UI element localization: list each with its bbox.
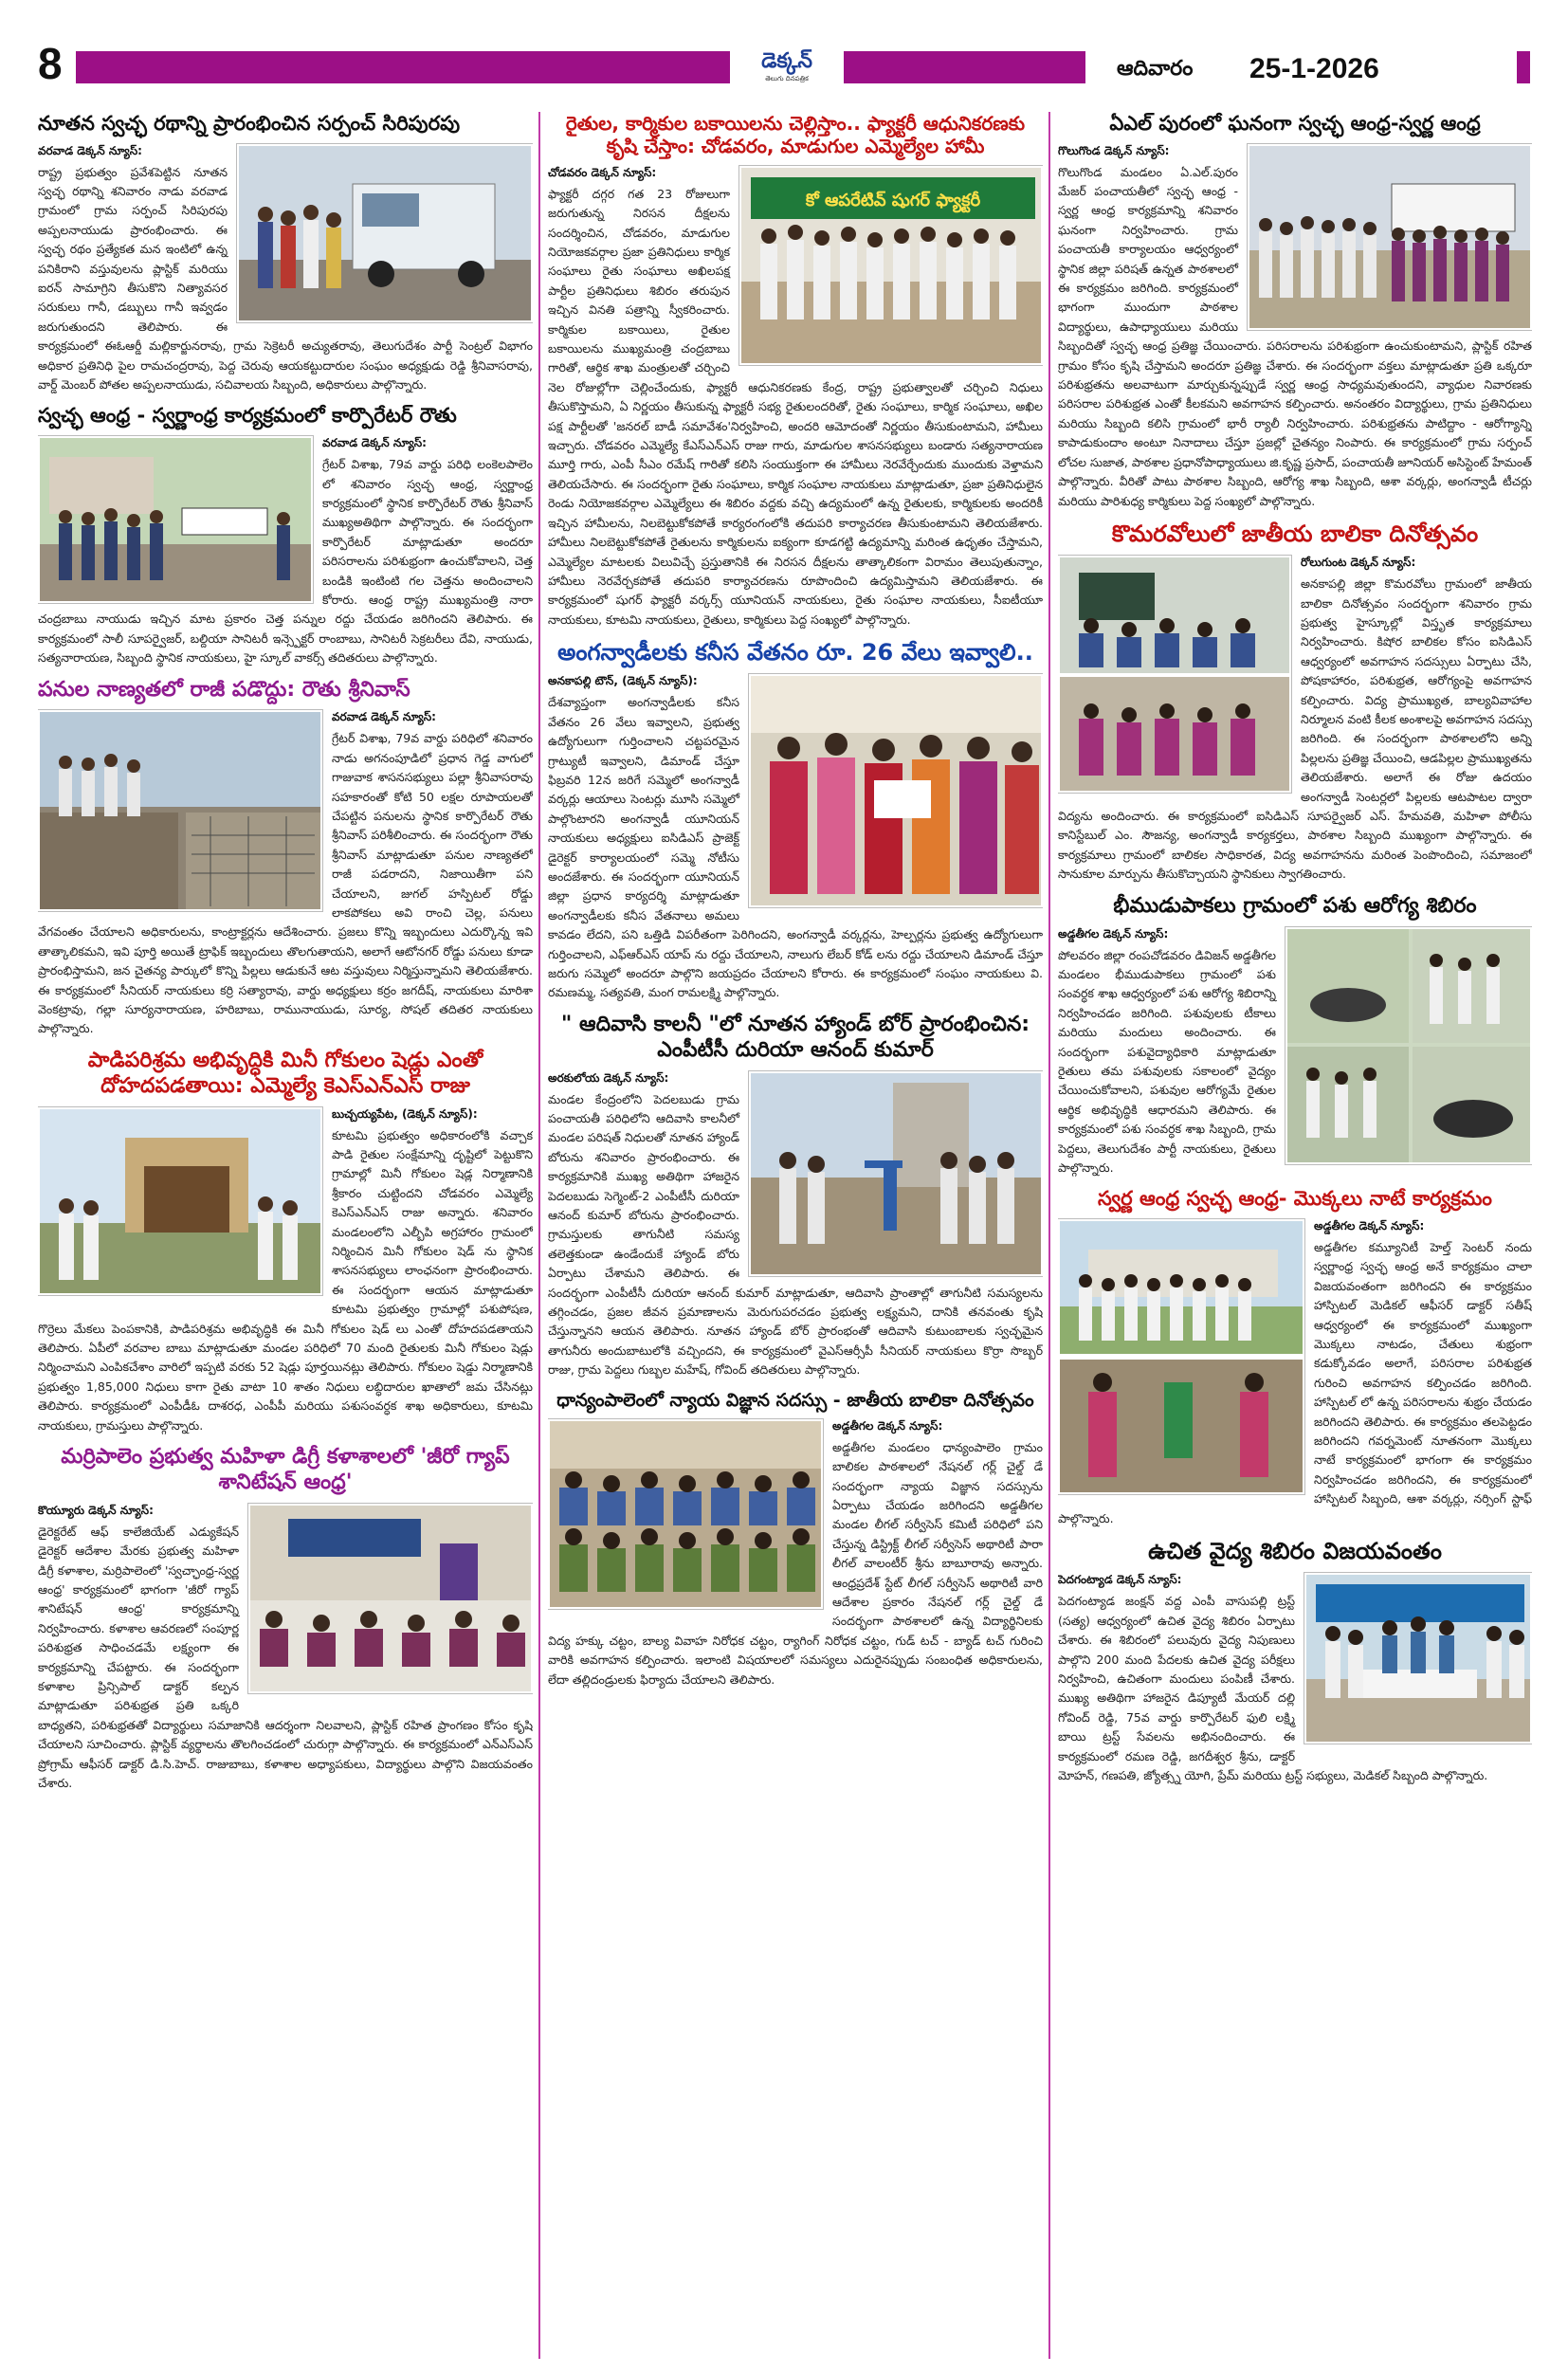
news-photo [1248, 144, 1532, 330]
issue-day: ఆదివారం [1117, 57, 1194, 81]
story-quality-works [38, 678, 533, 1039]
news-photo [38, 1107, 322, 1295]
dateline: పెదగంట్యాడ డెక్కన్ న్యూస్: [1058, 1573, 1182, 1587]
story-sugar-factory [548, 112, 1043, 630]
news-photo [38, 436, 313, 603]
headline: పనుల నాణ్యతలో రాజీ పడొద్దు: రౌతు శ్రీనివాస్ [38, 677, 410, 702]
dateline: రోలుగుంట డెక్కన్ న్యూస్: [1301, 556, 1416, 570]
article-body: గొలుగొండ మండలం ఏ.ఎల్.పురం మేజర్ పంచాయతీలో స్వచ్ఛ ఆంధ్ర - స్వర్ణ ఆంధ్ర కార్యక్రమాన్ని శనివారం ఘనంగా నిర్వహించారు. గ్రామ పంచాయతీ కార్యాలయం ఆధ్వర్యంలో స్థానిక జిల్లా పరిషత్ ఉన్నత పాఠశాలలో ఈ కార్యక్రమం జరిగింది. కార్యక్రమంలో భాగంగా ముందుగా పాఠశాల విద్యార్థులు, ఉపాధ్యాయులు మరియు సిబ్బందితో స్వచ్ఛ ఆంధ్ర ప్రతిజ్ఞ చేయించారు. పరిసరాలను పరిశుభ్రంగా ఉంచుకుంటామని, ప్లాస్టిక్ రహిత గ్రామం కోసం కృషి చేస్తామని అందరూ ప్రతిజ్ఞ చేశారు. ఈ సందర్భంగా వక్తలు మాట్లాడుతూ ప్రతి ఒక్కరూ పరిశుభ్రతను అలవాటుగా మార్చుకున్నప్పుడే స్వర్ణ ఆంధ్ర సాధ్యమవుతుందని, వ్యాధుల నివారణకు పరిసరాల పరిశుభ్రత ఎంతో కీలకమని అవగాహన కల్పించారు. అనంతరం విద్యార్థులు, గ్రామ ప్రతినిధులు మరియు సిబ్బంది కలిసి గ్రామంలో భారీ ర్యాలీ నిర్వహించారు. పరిశుభ్రతను పాటిద్దాం - ఆరోగ్యాన్ని కాపాడుకుందాం అంటూ నినాదాలు చేస్తూ ప్రజల్లో చైతన్యం నింపారు. ఈ కార్యక్రమంలో గ్రామ సర్పంచ్ లోచల సుజాత, పాఠశాల ప్రధానోపాధ్యాయులు జి.కృష్ణ ప్రసాద్, పంచాయతీ జూనియర్ అసిస్టెంట్ హేమంత్ పాల్గొన్నారు. వీరితో పాటు పాఠశాల సిబ్బంది, ఆరోగ్య శాఖ సిబ్బంది, ఆశా వర్కర్లు, అంగన్వాడీ టీచర్లు మరియు పారిశుధ్య కార్మికులు పెద్ద సంఖ్యలో పాల్గొన్నారు. [1058, 164, 1532, 508]
story-komaravolu [1058, 520, 1532, 885]
news-photo [248, 1504, 533, 1693]
article-body: అడ్డతీగల మండలం ధాన్యంపాలెం గ్రామం బాలికల పాఠశాలలో నేషనల్ గర్ల్ చైల్డ్ డే సందర్భంగా న్యాయ విజ్ఞాన సదస్సును ఏర్పాటు చేయడం జరిగిందని అడ్డతీగల మండల లీగల్ సర్వీసెస్ కమిటీ పరిధిలో పని చేస్తున్న డిస్ట్రిక్ట్ లీగల్ సర్వీసెస్ అథారిటీ పారా లీగల్ వాలంటీర్ శ్రీను బాబూరావు అన్నారు. ఆంధ్రప్రదేశ్ స్టేట్ లీగల్ సర్వీసెస్ అథారిటీ వారి ఆదేశాల ప్రకారం నేషనల్ గర్ల్ చైల్డ్ డే సందర్భంగా పాఠశాలలో ఉన్న విద్యార్థినిలకు విద్య హక్కు చట్టం, బాల్య వివాహ నిరోధక చట్టం, ర్యాగింగ్ నిరోధక చట్టం, గుడ్ టచ్ - బ్యాడ్ టచ్ గురించి వారికి అవగాహన కల్పించారు. ఇలాంటి విషయాలలో సమస్యలు ఎదురైనప్పుడు సంబంధిత అధికారులను, లేదా తల్లిదండ్రులకు ఫిర్యాదు చేయాలని తెలిపారు. [548, 1439, 1043, 1687]
article-body: గ్రేటర్ విశాఖ, 79వ వార్డు పరిధిలో శనివారం నాడు అగనంపూడిలో ప్రధాన గెడ్డ వాగులో గాజువాక శాసనసభ్యులు పల్లా శ్రీనివాసరావు సహకారంతో కోటి 50 లక్షల రూపాయలతో చేపట్టిన పనులను స్థానిక కార్పొరేటర్ రౌతు శ్రీనివాస్ పరిశీలించారు. ఈ సందర్భంగా రౌతు శ్రీనివాస్ మాట్లాడుతూ పనుల నాణ్యతలో రాజీ పడరాదని, నిజాయితీగా పని చేయాలని, జుగల్ హస్పిటల్ రోడ్డు లాకపోకలు అవి రాంచి చెల్ల, పనులు వేగవంతం చేయాలని అధికారులను, కాంట్రాక్టర్లను ఆదేశించారు. ప్రజలు కొన్ని ఇబ్బందులు ఎదుర్కొన్న ఇవి తాత్కాలికమని, ఇవి పూర్తి అయితే ట్రాఫిక్ ఇబ్బందులు తొలగుతాయని, అలాగే ఆటోనగర్ రోడ్డు పనులు కూడా ప్రారంభిస్తామని, జన చైతన్య పార్కులో కొన్ని పిల్లలు ఆడుకునే ఆట వస్తువులు నిర్మిస్తున్నామని తెలియజేశారు. ఈ కార్యక్రమంలో సీనియర్ నాయకులు కర్రి సత్యారావు, వార్డు అధ్యక్షులు కర్రం జగదీష్, నాయకులు మారిశా వెంకట్రావు, గల్లా సూర్యనారాయణ, హరిబాబు, రామునాయుడు, సూర్య, సోషల్ తదితర నాయకులు పాల్గొన్నారు. [38, 731, 533, 1036]
headline: " ఆదివాసి కాలనీ "లో నూతన హ్యాండ్ బోర్ ప్రారంభించిన: ఎంపీటీసీ దురియా ఆనంద్ కుమార్ [560, 1012, 1030, 1062]
masthead [0, 0, 1568, 106]
photo-anganwadi-memorandum [751, 676, 1043, 907]
dateline: వరవాడ డెక్కన్ న్యూస్: [38, 143, 142, 157]
page-number: 8 [38, 39, 63, 88]
story-plantation [1058, 1187, 1532, 1528]
dateline: అడ్డతీగల డెక్కన్ న్యూస్: [1314, 1219, 1425, 1233]
news-photo [1304, 1573, 1532, 1744]
headline: కొమరవోలులో జాతీయ బాలికా దినోత్సవం [1111, 520, 1479, 547]
article-body: దేశవ్యాప్తంగా అంగన్వాడీలకు కనీస వేతనం 26 వేలు ఇవ్వాలని, ప్రభుత్వ ఉద్యోగులుగా గుర్తించాలని చట్టపరమైన గ్రాట్యుటీ ఇవ్వాలని, డిమాండ్ చేస్తూ ఫిబ్రవరి 12న జరిగే సమ్మెలో అంగన్వాడీ వర్కర్లు ఆయాలు సెంటర్లు మూసి సమ్మెలో పాల్గొంటారని అంగన్వాడీ యూనియన్ నాయకులు అధ్యక్షులు ఐసిడిఎస్ ప్రాజెక్ట్ డైరెక్టర్ కార్యాలయంలో సమ్మె నోటీసు అందజేశారు. ఈ సందర్భంగా యూనియన్ జిల్లా ప్రధాన కార్యదర్శి మాట్లాడుతూ అంగన్వాడీలకు కనీస వేతనాలు అమలు కావడం లేదని, పని ఒత్తిడి విపరీతంగా పెరిగిందని, అంగన్వాడీ వర్కర్లను, హెల్పర్లను ప్రభుత్వ ఉద్యోగులుగా గుర్తించాలని, ఎఫ్ఆర్ఎస్ యాప్ ను రద్దు చేయాలని, నాలుగు లేబర్ కోడ్ లను రద్దు చేయాలని డిమాండ్ చేస్తూ జరుగు సమ్మెలో అందరూ పాల్గొని జయప్రదం చేయాలని కోరారు. ఈ కార్యక్రమంలో సంఘం నాయకులు వి. రమణమ్మ, సత్యవతి, మంగ రామలక్ష్మి పాల్గొన్నారు. [548, 695, 1043, 1000]
headline: స్వచ్ఛ ఆంధ్ర - స్వర్ణాంధ్ర కార్యక్రమంలో కార్పొరేటర్ రౌతు [38, 404, 457, 428]
issue-date: 25-1-2026 [1249, 53, 1379, 84]
headline: ఉచిత వైద్య శిబిరం విజయవంతం [1148, 1538, 1442, 1565]
photo-girl-child-day [1060, 557, 1291, 793]
logo-wordmark: డెక్కన్ [761, 49, 812, 73]
headline: నూతన స్వచ్ఛ రథాన్ని ప్రారంభించిన సర్పంచ్ సిరిపురపు [38, 112, 461, 135]
article-body: అడ్డతీగల కమ్యూనిటీ హెల్త్ సెంటర్ నందు స్వర్ణాంధ్ర స్వచ్ఛ ఆంధ్ర అనే కార్యక్రమం చాలా విజయవంతంగా జరిగిందని ఈ కార్యక్రమం హాస్పిటల్ మెడికల్ ఆఫీసర్ డాక్టర్ సతీష్ ఆధ్వర్యంలో ఈ కార్యక్రమంలో ముఖ్యంగా మొక్కలు నాటడం, చేతులు శుభ్రంగా కడుక్కోవడం అలాగే, పరిసరాల పరిశుభ్రత గురించి అవగాహన కల్పించడం జరిగింది. హాస్పిటల్ లో ఉన్న పరిసరాలను శుభ్రం చేయడం జరిగిందని తెలిపారు. ఈ కార్యక్రమం తలపెట్టడం జరిగిందని గవర్నమెంట్ నూతనంగా మొక్కలు నాటే కార్యక్రమంలో భాగంగా ఈ కార్యక్రమం నిర్వహించడం జరిగిందని, ఈ కార్యక్రమంలో హాస్పిటల్ సిబ్బంది, ఆశా వర్కర్లు, నర్సింగ్ స్టాఫ్ పాల్గొన్నారు. [1058, 1240, 1532, 1525]
photo-construction-site [40, 712, 322, 911]
photo-protest-camp [741, 168, 1043, 365]
headline: భీముడుపాకలు గ్రామంలో పశు ఆరోగ్య శిబిరం [1113, 893, 1477, 918]
dateline: వరవాడ డెక్కన్ న్యూస్: [332, 710, 436, 724]
story-legal-awareness [548, 1390, 1043, 1689]
column-3 [1058, 112, 1532, 2368]
story-swachh-andhra-corporator [38, 404, 533, 667]
news-photo [1058, 1219, 1304, 1494]
column-rule [538, 112, 540, 2359]
dateline: కొయ్యూరు డెక్కన్ న్యూస్: [38, 1503, 154, 1517]
news-photo [38, 710, 322, 911]
dateline: గొలుగొండ డెక్కన్ న్యూస్: [1058, 143, 1170, 157]
photo-tree-planting [1060, 1221, 1304, 1494]
headline: రైతుల, కార్మికుల బకాయిలను చెల్లిస్తాం.. ఫ్యాక్టరీ ఆధునికరణకు కృషి చేస్తాం: చోడవరం, మాడుగుల ఎమ్మెల్యేల హామీ [565, 112, 1026, 158]
dateline: చోడవరం డెక్కన్ న్యూస్: [548, 165, 657, 179]
story-zero-gap-sanitation [38, 1445, 533, 1793]
dateline: అనకాపల్లి టౌన్, (డెక్కన్ న్యూస్): [548, 674, 698, 688]
article-body: గ్రేటర్ విశాఖ, 79వ వార్డు పరిధి లంకెలపాలెం లో శనివారం స్వచ్ఛ ఆంధ్ర, స్వర్ణాంధ్ర కార్యక్రమంలో స్థానిక కార్పొరేటర్ రౌతు శ్రీనివాస్ ముఖ్యఅతిథిగా పాల్గొన్నారు. ఈ సందర్భంగా కార్పొరేటర్ మాట్లాడుతూ అందరూ పరిసరాలను పరిశుభ్రంగా ఉంచుకోవాలని, చెత్త బండికి ఇంటింటి గల చెత్తను అందించాలని కోరారు. ఆంధ్ర రాష్ట్ర ముఖ్యమంత్రి నారా చంద్రబాబు నాయుడు ఇచ్చిన మాట ప్రకారం చెత్త పన్నుల రద్దు చేయడం జరిగిందని తెలిపారు. ఈ కార్యక్రమంలో సాలీ సూపర్వైజర్, బల్దియా సానిటరీ ఇన్స్పెక్టర్ రాంబాబు, సానిటరీ సెక్రటరీలు దేవి, నాయుడు, సత్యనారాయణ, సిబ్బంది స్థానిక నాయకులు, హై స్కూల్ వాకర్స్ తదితరులు పాల్గొన్నారు. [38, 457, 533, 666]
story-al-puram [1058, 112, 1532, 511]
article-body: అనకాపల్లి జిల్లా కొమరవోలు గ్రామంలో జాతీయ బాలికా దినోత్సవం సందర్భంగా శనివారం గ్రామ ప్రభుత్వ హైస్కూల్లో విస్తృత కార్యక్రమాలు నిర్వహించారు. కిషోర బాలికల కోసం ఐసిడిఎస్ ఆధ్వర్యంలో అవగాహన సదస్సులు ఏర్పాటు చేసి, పోషకాహారం, పరిశుభ్రత, ఆరోగ్యంపై అవగాహన కల్పించారు. విద్య ప్రాముఖ్యత, బాల్యవివాహాల నిర్మూలన వంటి కీలక అంశాలపై అవగాహన సదస్సు జరిగింది. ఈ సందర్భంగా పాఠశాలలోని అన్ని పిల్లలను ప్రతిజ్ఞ చేయించి, ఆడపిల్లల ప్రాముఖ్యతను తెలియజేశారు. అలాగే ఈ రోజు ఉదయం అంగన్వాడీ సెంటర్లలో పిల్లలకు ఆటపాటల ద్వారా విద్యను అందించారు. ఈ కార్యక్రమంలో ఐసిడిఎస్ సూపర్వైజర్ ఎస్. హేమవతి, మహిళా పోలీసు కానిస్టేబుల్ ఎం. సౌజన్య, అంగన్వాడీ కార్యకర్తలు, పాఠశాల సిబ్బంది ముఖ్యంగా పాల్గొన్నారు. ఈ కార్యక్రమాలు గ్రామంలో బాలికల సాధికారత, విద్య అవగాహనను మరింత పెంపొందించి, సమాజంలో సానుకూల మార్పును తీసుకొచ్చాయని స్థానికులు స్వాగతించారు. [1058, 576, 1532, 882]
article-body: మండల కేంద్రంలోని పెదలబుడు గ్రామ పంచాయతీ పరిధిలోని ఆదివాసి కాలనీలో మండల పరిషత్ నిధులతో నూతన హ్యాండ్ బోరును శనివారం ప్రారంభించారు. ఈ కార్యక్రమానికి ముఖ్య అతిథిగా హాజరైన పెదలబుడు సెగ్మెంట్-2 ఎంపీటీసీ దురియా ఆనంద్ కుమార్ బోరును ప్రారంభించారు. గ్రామస్తులకు తాగునీటి సమస్య తలెత్తకుండా ఉండేందుకే హ్యాండ్ బోరు ఏర్పాటు చేశామని తెలిపారు. ఈ సందర్భంగా ఎంపీటీసీ దురియా ఆనంద్ కుమార్ మాట్లాడుతూ, ఆదివాసి ప్రాంతాల్లో తాగునీటి సమస్యలను తగ్గించడం, ప్రజల జీవన ప్రమాణాలను మెరుగుపరచడం ప్రభుత్వ లక్ష్యమని, దానికి తనవంతు కృషి చేస్తున్నానని ఆయన తెలిపారు. నూతన హ్యాండ్ బోర్ ప్రారంభంతో ఆదివాసి కుటుంబాలకు స్వచ్ఛమైన తాగునీరు అందుబాటులోకి వచ్చిందని, ఈ కార్యక్రమంలో వైఎస్ఆర్సీపీ సీనియర్ నాయకులు కొర్రా సొబ్బర్ రాజు, గ్రామ పెద్దలు గుబ్బల మహేష్, గోవింద్ తదితరులు పాల్గొన్నారు. [548, 1091, 1043, 1378]
story-hand-bore [548, 1013, 1043, 1380]
article-body: రాష్ట్ర ప్రభుత్వం ప్రవేశపెట్టిన నూతన స్వచ్ఛ రథాన్ని శనివారం నాడు వరవాడ గ్రామంలో గ్రామ సర్పంచ్ సిరిపురపు అప్పలనాయుడు ప్రారంభించారు. ఈ స్వచ్ఛ రథం ప్రత్యేకత మన ఇంటిలో ఉన్న పనికిరాని వస్తువులను ప్లాస్టిక్ మరియు ఐరన్ సామాగ్రిని తీసుకొని నిత్యావసర సరుకులు గానీ, డబ్బులు గానీ ఇవ్వడం జరుగుతుందని తెలిపారు. ఈ కార్యక్రమంలో ఈఓఆర్డీ మల్లికార్జునరావు, గ్రామ సెక్రెటరీ అచ్యుతరావు, తెలుగుదేశం పార్టీ సెంట్రల్ విభాగం అధికార ప్రతినిధి పైల రామచంద్రరావు, పెద్ద చెరువు ఆయకట్టుదారుల సంఘం అధ్యక్షుడు రెడ్డి శ్రీనివాసరావు, వార్డ్ మెంబర్ పోతల అప్పలనాయుడు, సచివాలయ సిబ్బంది, అధికారులు పాల్గొన్నారు. [38, 164, 533, 393]
column-rule [1048, 112, 1050, 2359]
news-photo [548, 1419, 823, 1609]
news-photo [1285, 927, 1532, 1164]
logo-tagline: తెలుగు దినపత్రిక [765, 75, 809, 82]
photo-medical-camp [1306, 1575, 1532, 1744]
photo-cleanliness-rally [40, 438, 313, 603]
headline: ఏఎల్ పురంలో ఘనంగా స్వచ్ఛ ఆంధ్ర-స్వర్ణ ఆంధ్ర [1109, 112, 1481, 135]
photo-students-seated [550, 1421, 823, 1609]
photo-cattle-camp [1287, 929, 1532, 1164]
news-photo [749, 1071, 1043, 1276]
headline: మర్రిపాలెం ప్రభుత్వ మహిళా డిగ్రీ కళాశాలలో 'జీరో గ్యాప్ శానిటేషన్ ఆంధ్ర' [61, 1445, 510, 1494]
news-photo [1058, 556, 1291, 793]
photo-school-rally [1249, 146, 1532, 330]
headline: పాడిపరిశ్రమ అభివృద్ధికి మినీ గోకులం షెడ్లు ఎంతో దోహదపడతాయి: ఎమ్మెల్యే కెఎస్ఎన్ఎస్ రాజు [87, 1048, 483, 1098]
dateline: అడ్డతీగల డెక్కన్ న్యూస్: [832, 1418, 943, 1433]
photo-college-classroom [250, 1506, 533, 1693]
dateline: అరకులోయ డెక్కన్ న్యూస్: [548, 1070, 669, 1085]
newspaper-logo [730, 49, 844, 87]
headline: అంగన్వాడీలకు కనీస వేతనం రూ. 26 వేలు ఇవ్వాలి.. [557, 639, 1033, 667]
headline: ధాన్యంపాలెంలో న్యాయ విజ్ఞాన సదస్సు - జాతీయ బాలికా దినోత్సవం [556, 1389, 1034, 1411]
story-medical-camp [1058, 1538, 1532, 1785]
article-body: పెదగంట్యాడ జంక్షన్ వద్ద ఎంపీ వాసుపల్లి ట్రస్ట్ (సత్య) ఆధ్వర్యంలో ఉచిత వైద్య శిబిరం ఏర్పాటు చేశారు. ఈ శిబిరంలో పలువురు వైద్య నిపుణులు పాల్గొని 200 మంది పేదలకు ఉచిత వైద్య పరీక్షలు నిర్వహించి, ఉచితంగా మందులు పంపిణీ చేశారు. ముఖ్య అతిథిగా హాజరైన డిప్యూటీ మేయర్ దల్లి గోవింద్ రెడ్డి, 75వ వార్డు కార్పొరేటర్ ఫులి లక్ష్మి బాయి ట్రస్ట్ సేవలను అభినందించారు. ఈ కార్యక్రమంలో రమణ రెడ్డి, జగదీశ్వర శ్రీను, డాక్టర్ మోహన్, గణపతి, జ్యోత్స్న యోగి, ప్రేమ్ మరియు ట్రస్ట్ సభ్యులు, మెడికల్ సిబ్బంది పాల్గొన్నారు. [1058, 1594, 1488, 1783]
story-mini-gokulam [38, 1049, 533, 1435]
column-2 [548, 112, 1043, 2368]
photo-hand-pump [751, 1073, 1043, 1276]
photo-gokulam-inauguration [40, 1109, 322, 1295]
news-photo [739, 166, 1043, 365]
brand-bar-left [76, 51, 730, 83]
news-photo [237, 144, 533, 322]
brand-bar-middle [844, 51, 1085, 83]
dateline: అడ్డతీగల డెక్కన్ న్యూస్: [1058, 926, 1169, 940]
dateline: బుచ్చయ్యపేట, (డెక్కన్ న్యూస్): [332, 1106, 478, 1121]
banner-text: కో ఆపరేటివ్ షుగర్ ఫ్యాక్టరీ [805, 190, 981, 210]
photo-garbage-vehicle-crowd [239, 146, 533, 322]
story-animal-health-camp [1058, 894, 1532, 1178]
headline: స్వర్ణ ఆంధ్ర స్వచ్ఛ ఆంధ్ర- మొక్కలు నాటే కార్యక్రమం [1098, 1187, 1492, 1211]
story-swachh-ratham [38, 112, 533, 394]
article-body: కూటమి ప్రభుత్వం అధికారంలోకి వచ్చాక పాడి రైతుల సంక్షేమాన్ని దృష్టిలో పెట్టుకొని గ్రామాల్లో మినీ గోకులం షెడ్ల నిర్మాణానికి శ్రీకారం చుట్టిందని చోడవరం ఎమ్మెల్యే కెఎస్ఎన్ఎస్ రాజు అన్నారు. శనివారం మండలంలోని ఎల్బీపి అగ్రహారం గ్రామంలో నిర్మించిన మినీ గోకులం షెడ్ ను స్థానిక శాసనసభ్యులు లాంఛనంగా ప్రారంభించారు. ఈ సందర్భంగా ఆయన మాట్లాడుతూ కూటమి ప్రభుత్వం గ్రామాల్లో పశుపోషణ, గొర్రెలు మేకలు పెంపకానికి, పాడిపరిశ్రమ అభివృద్ధికి ఈ మినీ గోకులం షెడ్ లు ఎంతో దోహదపడతాయని తెలిపారు. ఏపీలో వరవాల బాబు మాట్లాడుతూ మండల పరిధిలో 70 మంది రైతులకు మినీ గోకులం షెడ్లు నిర్మించామని ఎంపికచేశాం వారిలో ఇప్పటి వరకు 52 షెడ్లు పూర్తయినట్లు తెలిపారు. గోకులం షెడ్డు నిర్మాణానికి ప్రభుత్వం 1,85,000 నిధులు కాగా రైతు వాటా 10 శాతం నిధులు లబ్ధిదారుల ఖాతాలో జమ చేసినట్లు తెలిపారు. కార్యక్రమంలో ఎంపీడీఓ దాశరధ, ఎంపీపీ మరియు పశుసంవర్ధక శాఖ అధికారులు, కూటమి నాయకులు, గ్రామస్తులు పాల్గొన్నారు. [38, 1127, 533, 1433]
article-body: పోలవరం జిల్లా రంపచోడవరం డివిజన్ అడ్డతీగల మండలం భీముడుపాకలు గ్రామంలో పశు సంవర్ధక శాఖ ఆధ్వర్యంలో పశు ఆరోగ్య శిబిరాన్ని నిర్వహించడం జరిగింది. పశువులకు టీకాలు మరియు మందులు అందించారు. ఈ సందర్భంగా పశువైద్యాధికారి మాట్లాడుతూ రైతులు తమ పశువులకు సకాలంలో వైద్యం చేయించుకోవాలని, పశువుల ఆరోగ్యమే రైతుల ఆర్థిక అభివృద్ధికి ఆధారమని తెలిపారు. ఈ కార్యక్రమంలో పశు సంవర్ధక శాఖ సిబ్బంది, గ్రామ పెద్దలు, తెలుగుదేశం పార్టీ నాయకులు, రైతులు పాల్గొన్నారు. [1058, 947, 1276, 1175]
article-body: డైరెక్టరేట్ ఆఫ్ కాలేజియేట్ ఎడ్యుకేషన్ డైరెక్టర్ ఆదేశాల మేరకు ప్రభుత్వ మహిళా డిగ్రీ కళాశాల, మర్రిపాలెంలో 'స్వచ్ఛాంధ్ర-స్వర్ణ ఆంధ్ర' కార్యక్రమంలో భాగంగా 'జీరో గ్యాప్ శానిటేషన్ ఆంధ్ర' కార్యక్రమాన్ని నిర్వహించారు. కళాశాల ఆవరణలో సంపూర్ణ పరిశుభ్రత సాధించడమే లక్ష్యంగా ఈ కార్యక్రమాన్ని చేపట్టారు. ఈ సందర్భంగా కళాశాల ప్రిన్సిపాల్ డాక్టర్ కల్పన మాట్లాడుతూ పరిశుభ్రత ప్రతి ఒక్కరి బాధ్యతని, పరిశుభ్రతతో విద్యార్థులు సమాజానికి ఆదర్శంగా నిలవాలని, ప్లాస్టిక్ రహిత ప్రాంగణం కోసం కృషి చేయాలని సూచించారు. ప్లాస్టిక్ వ్యర్థాలను తొలగించడంలో చురుగ్గా పాల్గొన్నారు. ఈ కార్యక్రమంలో ఎన్ఎస్ఎస్ ప్రోగ్రామ్ ఆఫీసర్ డాక్టర్ డి.సి.హెచ్. రాజుబాబు, కళాశాల అధ్యాపకులు, విద్యార్థులు పాల్గొని విజయవంతం చేశారు. [38, 1524, 533, 1790]
story-anganwadi-wages [548, 639, 1043, 1003]
article-body: ఫ్యాక్టరీ దగ్గర గత 23 రోజులుగా జరుగుతున్న నిరసన దీక్షలను సందర్శించిన, చోడవరం, మాడుగుల నియోజకవర్గాల ప్రజా ప్రతినిధులు కార్మిక సంఘాలు రైతు సంఘాలు అఖిలపక్ష పార్టీల ప్రతినిధులు శిబిరం తరుపున ఇచ్చిన వినతి పత్రాన్ని స్వీకరించారు. కార్మికుల బకాయిలు, రైతుల బకాయిలను ముఖ్యమంత్రి చంద్రబాబు గారితో, ఆర్థిక శాఖ మంత్రులతో చర్చించి నెల రోజుల్లోగా చెల్లించేందుకు, ఫ్యాక్టరీ ఆధునికరణకు కేంద్ర, రాష్ట్ర ప్రభుత్వాలతో చర్చించి నిధులు తీసుకొస్తామని, ఏ నిర్ణయం తీసుకున్న ఫ్యాక్టరీ సభ్య రైతులందరితో, రైతు సంఘాలు, కార్మిక సంఘాలు, అఖిల పక్ష పార్టీలతో 'జనరల్ బాడీ సమావేశం'నిర్వహించి, అందరి ఆమోదంతో నిర్ణయం తీసుకుంటామని, హామీలు ఇచ్చారు. చోడవరం ఎమ్మెల్యే కేఎస్ఎన్ఎస్ రాజు గారు, మాడుగుల శాసనసభ్యులు బండారు సత్యనారాయణ మూర్తి గారు, ఎంపీ సీఎం రమేష్ గారితో కలిసి సంయుక్తంగా ఈ హామీలు నెరవేర్చేందుకు ముందుకు వెళ్తామని తెలియచేసారు. ఈ సందర్భంగా రైతు సంఘాలు, కార్మిక సంఘాల నాయకులు మాట్లాడుతూ, ప్రజా ప్రతినిధులైన రెండు నియోజకవర్గాల ఎమ్మెల్యేలు ఈ శిబిరం వద్దకు వచ్చి ఉద్యమంలో ఉన్న రైతులకు, కార్మికులకు అందరికీ ఇచ్చిన హామీలను, నిలబెట్టుకోకపోతే కార్యరంగంలోకి తదుపరి కార్యాచరణ తీసుకుంటామని తెలియజేశారు. హామీలు నిలబెట్టుకోకపోతే రైతులను కార్మికులను ఐక్యంగా కూడగట్టి ఉద్యమాన్ని మరింత ఉధృతం చేస్తామని, ఎమ్మెల్యేల మాటలకు విలువిచ్చే ప్రస్తుతానికి ఈ నిరసన దీక్షలను తాత్కాలికంగా విరామం తెలుపుతున్నాం, హామీలు నెరవేర్చకపోతే తదుపరి కార్యాచరణను రూపొందించి ఉద్యమిస్తామని తెలియజేశారు. ఈ కార్యక్రమంలో షుగర్ ఫ్యాక్టరీ వర్కర్స్ యూనియన్ నాయకులు, రైతు సంఘాల నాయకులు, సీఐటీయూ నాయకులు, కూటమి నాయకులు, రైతులు, కార్మికులు పెద్ద సంఖ్యలో పాల్గొన్నారు. [548, 186, 1043, 627]
brand-bar-right [1517, 51, 1530, 83]
news-photo [749, 674, 1043, 907]
column-1 [38, 112, 533, 2368]
dateline: వరవాడ డెక్కన్ న్యూస్: [322, 436, 427, 450]
